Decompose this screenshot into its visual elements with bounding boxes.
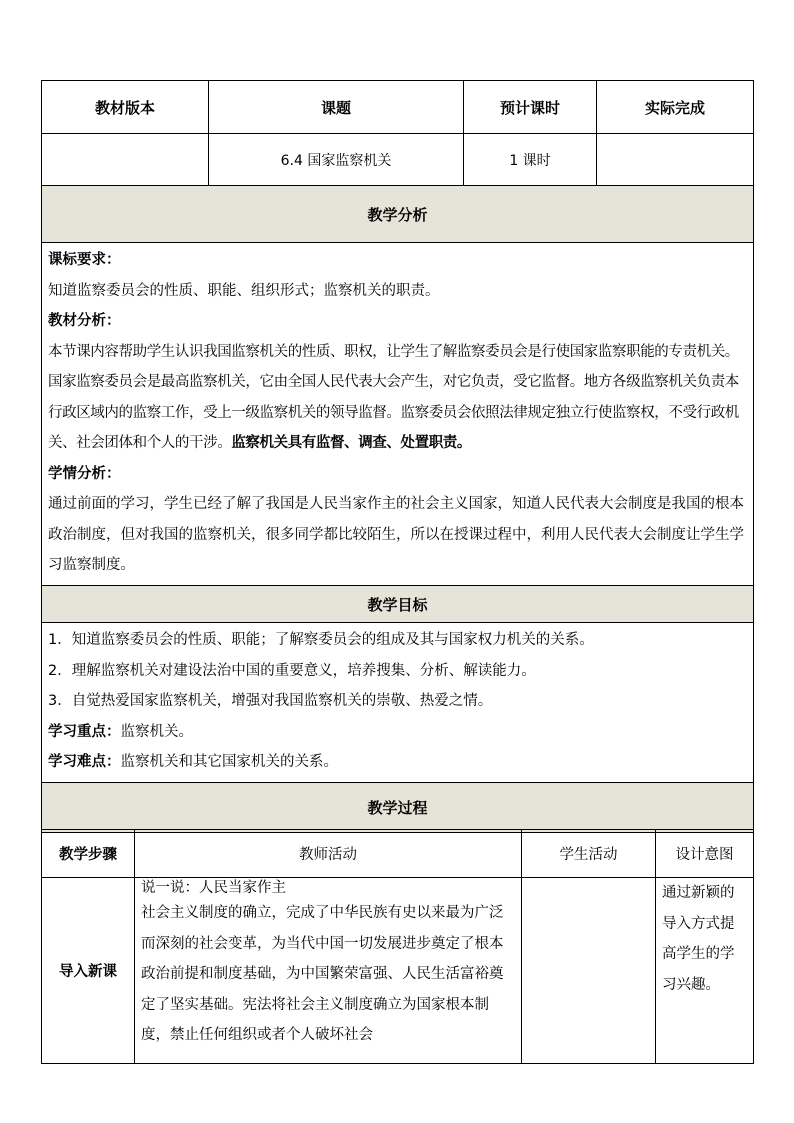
header-topic: 课题 [209, 81, 464, 134]
done-value [597, 134, 754, 186]
curriculum-text: 知道监察委员会的性质、职能、组织形式；监察机关的职责。 [48, 282, 440, 299]
key-point-line [48, 717, 747, 748]
topic-value: 6.4 国家监察机关 [209, 134, 464, 186]
header-row [42, 81, 754, 134]
header-hours: 预计课时 [464, 81, 597, 134]
edition-value [42, 134, 209, 186]
process-table [41, 829, 754, 1064]
objectives-content [42, 623, 754, 783]
textbook-text: 本节课内容帮助学生认识我国监察机关的性质、职权，让学生了解监察委员会是行使国家监察职能的专责机关。国家监察委员会是最高监察机关，它由全国人民代表大会产生，对它负责，受它监督。地方各级监察机关负责本行政区域内的监察工作，受上一级监察机关的领导监督。监察委员会依照法律规定独立行使监察权，不受行政机关、社会团体和个人的干涉。 [48, 343, 739, 451]
textbook-paragraph [48, 337, 747, 459]
col-intent: 设计意图 [656, 830, 754, 878]
student-activity [522, 878, 656, 1064]
difficulty-text: 监察机关和其它国家机关的关系。 [120, 754, 338, 770]
textbook-bold-text: 监察机关具有监督、调查、处置职责。 [231, 435, 472, 451]
col-step: 教学步骤 [42, 830, 135, 878]
hours-value: 1 课时 [464, 134, 597, 186]
analysis-content [42, 243, 754, 586]
difficulty-line [48, 747, 747, 778]
learner-text: 通过前面的学习，学生已经了解了我国是人民当家作主的社会主义国家，知道人民代表大会制度是我国的根本政治制度，但对我国的监察机关，很多同学都比较陌生，所以在授课过程中，利用人民代表大会制度让学生学习监察制度。 [48, 496, 744, 573]
header-edition: 教材版本 [42, 81, 209, 134]
teacher-activity-text: 社会主义制度的确立，完成了中华民族有史以来最为广泛而深刻的社会变革，为当代中国一切发展进步奠定了根本政治前提和制度基础，为中国繁荣富强、人民生活富裕奠定了坚实基础。宪法将社会主义制度确立为国家根本制度，禁止任何组织或者个人破坏社会 [141, 905, 504, 1043]
section-teaching-analysis: 教学分析 [42, 186, 754, 243]
curriculum-label: 课标要求： [48, 252, 121, 268]
section-teaching-process: 教学过程 [42, 782, 754, 832]
learner-label: 学情分析： [48, 465, 121, 482]
step-name: 导入新课 [42, 878, 135, 1064]
objective-item: 3．自觉热爱国家监察机关，增强对我国监察机关的崇敬、热爱之情。 [48, 693, 493, 709]
teacher-activity [135, 878, 522, 1064]
design-intent: 通过新颖的导入方式提高学生的学习兴趣。 [656, 878, 754, 1064]
textbook-label: 教材分析： [48, 313, 121, 329]
col-teacher: 教师活动 [135, 830, 522, 878]
info-row [42, 134, 754, 186]
section-teaching-objectives: 教学目标 [42, 586, 754, 623]
key-point-label: 学习重点： [48, 723, 121, 740]
header-done: 实际完成 [597, 81, 754, 134]
lesson-plan-table [41, 80, 754, 833]
difficulty-label: 学习难点： [48, 754, 121, 770]
objective-item: 1．知道监察委员会的性质、职能；了解察委员会的组成及其与国家权力机关的关系。 [48, 632, 594, 648]
objective-item: 2．理解监察机关对建设法治中国的重要意义，培养搜集、分析、解读能力。 [48, 662, 536, 679]
process-header-row [42, 830, 754, 878]
key-point-text: 监察机关。 [120, 723, 193, 740]
teacher-activity-title: 说一说：人民当家作主 [141, 880, 286, 896]
process-row [42, 878, 754, 1064]
col-student: 学生活动 [522, 830, 656, 878]
